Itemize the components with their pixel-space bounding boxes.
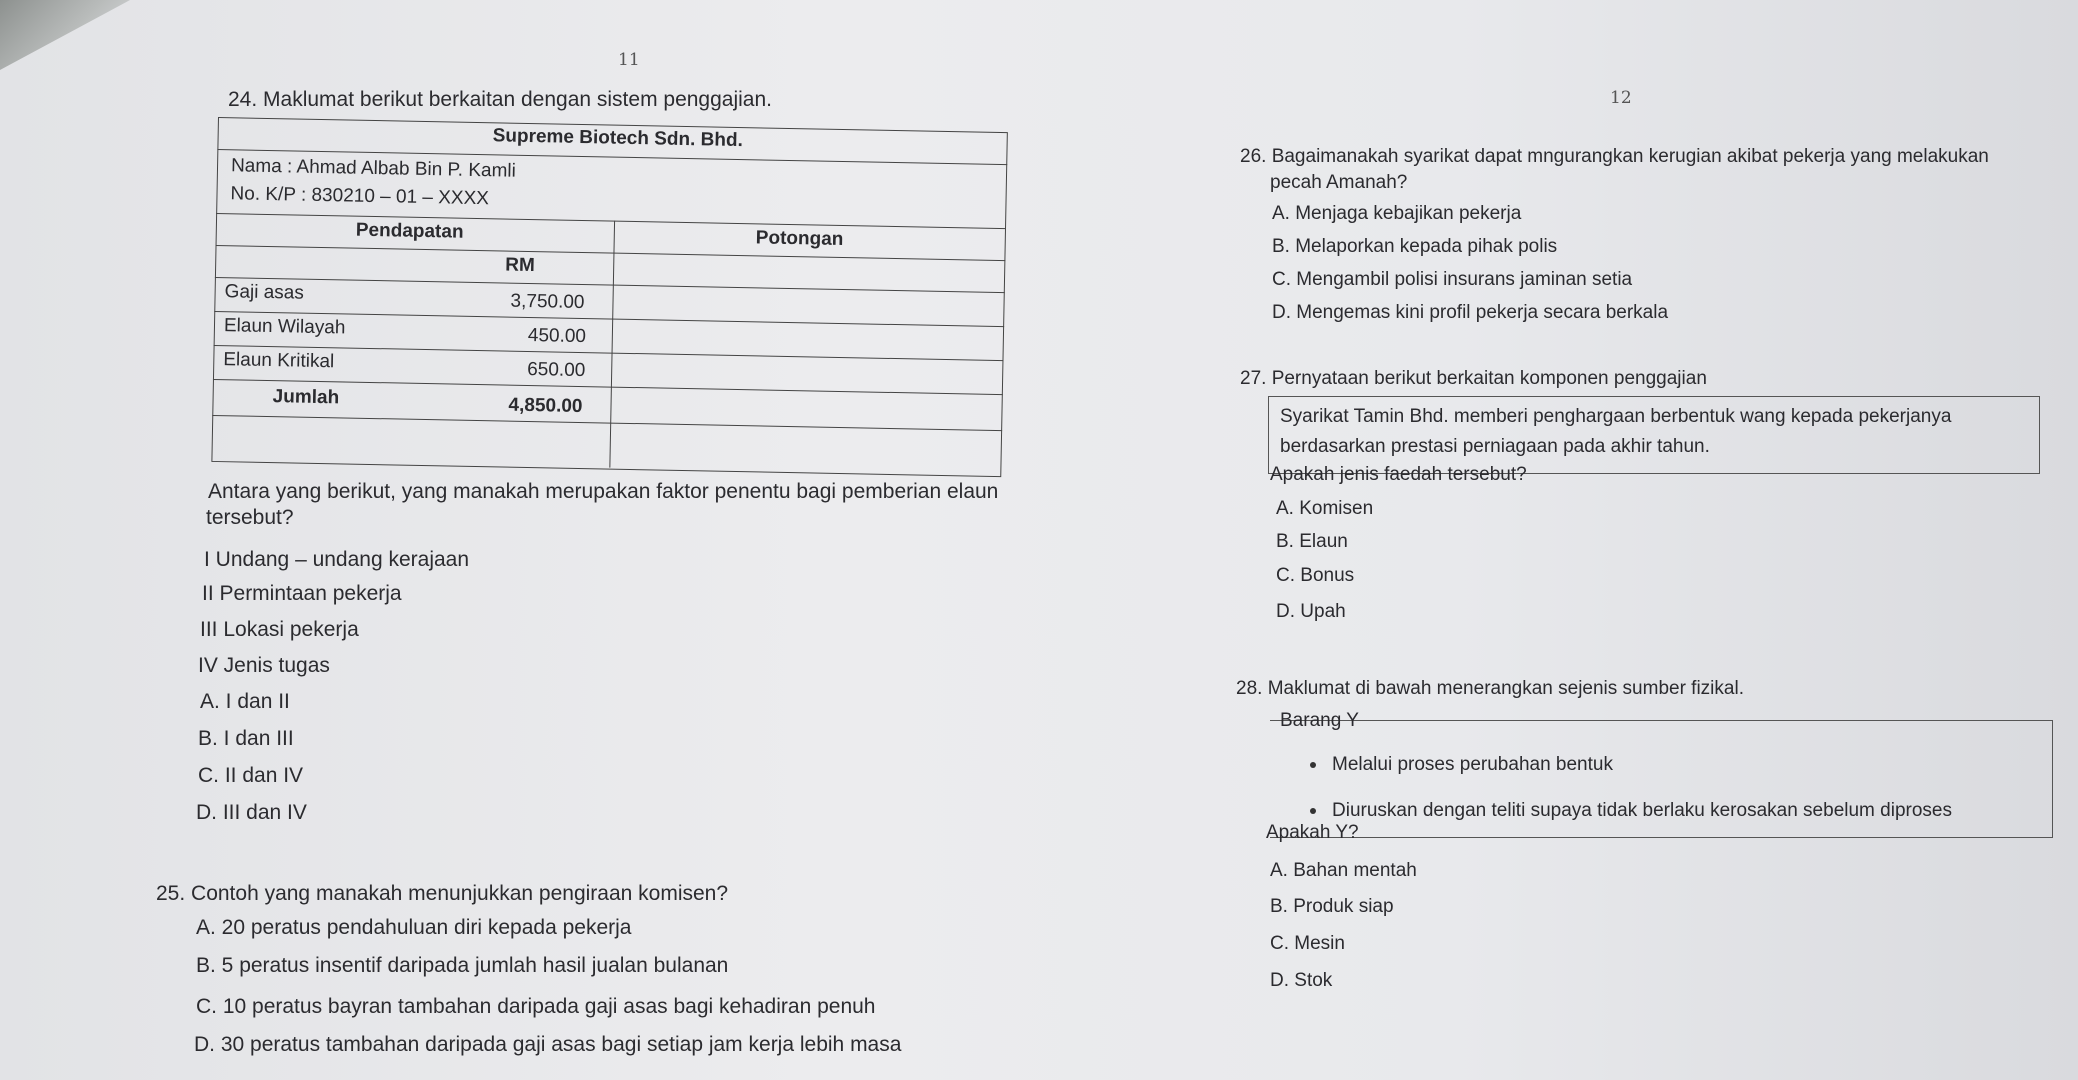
- q24-question-line1: Antara yang berikut, yang manakah merupakan faktor penentu bagi pemberian elaun: [208, 480, 999, 503]
- total-label: Jumlah: [272, 386, 340, 409]
- q25-option-d: D. 30 peratus tambahan daripada gaji asas bagi setiap jam kerja lebih masa: [194, 1033, 902, 1056]
- row-label: Elaun Wilayah: [223, 315, 346, 339]
- q28-option-c: C. Mesin: [1270, 933, 1345, 954]
- q25-stem: 25. Contoh yang manakah menunjukkan pengiraan komisen?: [156, 882, 729, 905]
- payslip-table: [211, 117, 1007, 477]
- employee-ic: No. K/P : 830210 – 01 – XXXX: [230, 183, 490, 210]
- q26-option-d: D. Mengemas kini profil pekerja secara berkala: [1272, 302, 1669, 323]
- q26-option-a: A. Menjaga kebajikan pekerja: [1272, 203, 1522, 224]
- q28-bullet-text: Diuruskan dengan teliti supaya tidak berlaku kerosakan sebelum diproses: [1332, 800, 1952, 821]
- q26-option-c: C. Mengambil polisi insurans jaminan setia: [1272, 269, 1633, 290]
- q28-box-title: Barang Y: [1280, 710, 1359, 731]
- bullet-icon: [1310, 808, 1316, 814]
- q25-option-c: C. 10 peratus bayran tambahan daripada gaji asas bagi kehadiran penuh: [196, 995, 876, 1018]
- income-header: Pendapatan: [355, 219, 464, 243]
- q26-stem-line2: pecah Amanah?: [1270, 172, 1408, 193]
- page-number-right: 12: [1610, 88, 1632, 108]
- q28-option-a: A. Bahan mentah: [1270, 860, 1417, 881]
- q24-statement: IV Jenis tugas: [198, 654, 330, 677]
- q27-option-c: C. Bonus: [1276, 565, 1355, 586]
- company-name: Supreme Biotech Sdn. Bhd.: [492, 125, 744, 152]
- q26-option-b: B. Melaporkan kepada pihak polis: [1272, 236, 1558, 257]
- row-label: Elaun Kritikal: [223, 349, 335, 373]
- q28-bullet-2: [1310, 800, 1952, 822]
- row-value: 650.00: [527, 358, 586, 382]
- total-value: 4,850.00: [508, 394, 583, 418]
- currency-header: RM: [505, 254, 535, 277]
- row-value: 3,750.00: [510, 290, 585, 314]
- q28-question: Apakah Y?: [1266, 822, 1359, 843]
- q28-bullet-text: Melalui proses perubahan bentuk: [1332, 754, 1613, 775]
- q27-box-line1: Syarikat Tamin Bhd. memberi penghargaan berbentuk wang kepada pekerjanya: [1280, 406, 1952, 427]
- page-number-left: 11: [618, 50, 640, 70]
- employee-name: Nama : Ahmad Albab Bin P. Kamli: [230, 155, 517, 182]
- deduction-header: Potongan: [755, 227, 844, 251]
- q24-question-line2: tersebut?: [206, 506, 294, 529]
- q24-stem: 24. Maklumat berikut berkaitan dengan sistem penggajian.: [228, 88, 772, 111]
- q24-option-a: A. I dan II: [200, 690, 290, 713]
- q24-option-c: C. II dan IV: [198, 764, 304, 787]
- q24-statement: II Permintaan pekerja: [202, 582, 402, 605]
- bullet-icon: [1310, 762, 1316, 768]
- q27-option-a: A. Komisen: [1276, 498, 1374, 519]
- q28-bullet-1: [1310, 754, 1613, 776]
- row-label: Gaji asas: [224, 281, 305, 304]
- row-value: 450.00: [527, 324, 587, 348]
- q27-option-b: B. Elaun: [1276, 531, 1348, 552]
- q28-option-d: D. Stok: [1270, 970, 1333, 991]
- q24-option-d: D. III dan IV: [196, 801, 307, 824]
- q24-option-b: B. I dan III: [198, 727, 294, 750]
- q27-question: Apakah jenis faedah tersebut?: [1270, 464, 1527, 485]
- q27-stem: 27. Pernyataan berikut berkaitan komponen penggajian: [1240, 368, 1707, 389]
- q27-box-line2: berdasarkan prestasi perniagaan pada akhir tahun.: [1280, 436, 1710, 457]
- q25-option-b: B. 5 peratus insentif daripada jumlah hasil jualan bulanan: [196, 954, 729, 977]
- q27-option-d: D. Upah: [1276, 601, 1346, 622]
- q28-option-b: B. Produk siap: [1270, 896, 1394, 917]
- q26-stem-line1: 26. Bagaimanakah syarikat dapat mngurangkan kerugian akibat pekerja yang melakukan: [1240, 146, 1989, 167]
- q25-option-a: A. 20 peratus pendahuluan diri kepada pekerja: [196, 916, 632, 939]
- q24-statement: III Lokasi pekerja: [200, 618, 359, 641]
- q28-stem: 28. Maklumat di bawah menerangkan sejenis sumber fizikal.: [1236, 678, 1744, 699]
- q24-statement: I Undang – undang kerajaan: [204, 548, 470, 571]
